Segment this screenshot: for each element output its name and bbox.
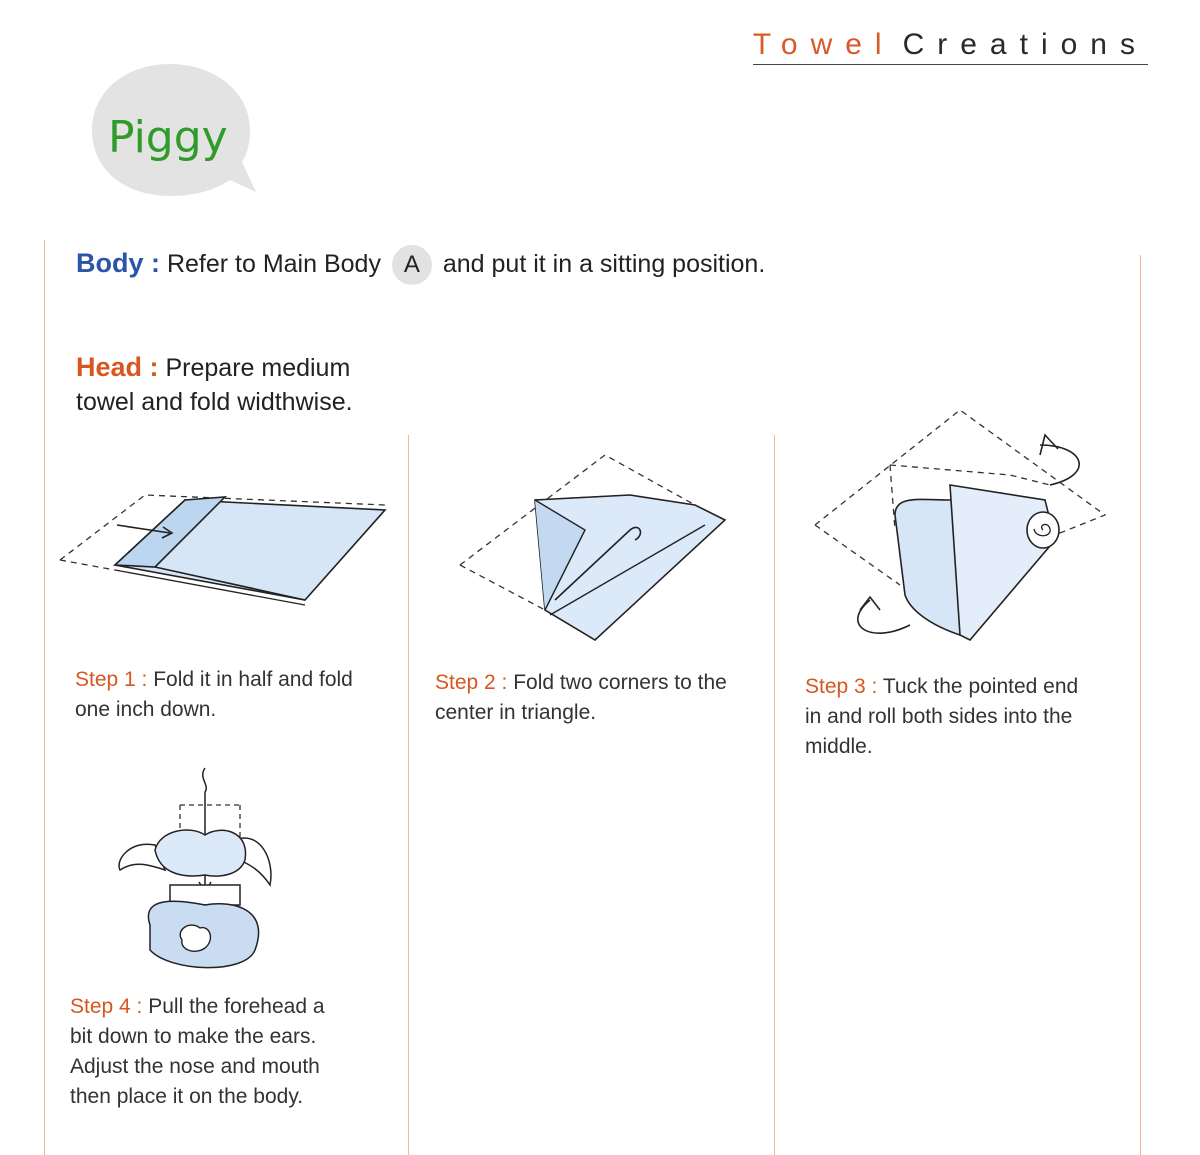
step-1-line-1: Fold it in half and fold <box>153 668 353 691</box>
step-3-line-1: Tuck the pointed end <box>882 675 1079 698</box>
page-title: Piggy <box>108 112 228 163</box>
book-header <box>753 28 1148 65</box>
step1-towel-illustration <box>55 475 395 620</box>
title-bubble <box>90 62 250 198</box>
step-2-label: Step 2 : <box>435 671 508 694</box>
step-4-line-4: then place it on the body. <box>70 1085 304 1108</box>
step-1-label: Step 1 : <box>75 668 148 691</box>
step-4-line-3: Adjust the nose and mouth <box>70 1055 320 1078</box>
step-3 <box>805 672 1135 762</box>
head-line2: towel and fold widthwise. <box>76 388 353 416</box>
head-instruction <box>76 350 353 419</box>
step4-piggy-illustration <box>110 760 280 975</box>
head-label: Head : <box>76 352 159 382</box>
step-2-line-1: Fold two corners to the <box>513 671 727 694</box>
step-3-label: Step 3 : <box>805 675 878 698</box>
header-word-towel: Towel <box>752 28 895 61</box>
step-3-line-3: middle. <box>805 735 873 758</box>
divider-left <box>44 240 45 1155</box>
step-4 <box>70 992 400 1112</box>
step-3-line-2: in and roll both sides into the <box>805 705 1073 728</box>
body-circle-letter: A <box>392 245 432 285</box>
step-2 <box>435 668 765 728</box>
header-word-creations: Creations <box>902 28 1148 61</box>
divider-col2 <box>774 435 775 1155</box>
step2-towel-illustration <box>455 450 745 650</box>
step-4-line-2: bit down to make the ears. <box>70 1025 317 1048</box>
step-4-line-1: Pull the forehead a <box>148 995 325 1018</box>
step-1 <box>75 665 395 725</box>
body-label: Body : <box>76 248 160 278</box>
divider-right <box>1140 255 1141 1155</box>
head-line1: Prepare medium <box>165 354 351 382</box>
body-instruction <box>76 245 765 285</box>
step3-towel-illustration <box>810 405 1110 660</box>
body-text-after: and put it in a sitting position. <box>442 250 766 278</box>
divider-col1 <box>408 435 409 1155</box>
step-4-label: Step 4 : <box>70 995 143 1018</box>
body-text-before: Refer to Main Body <box>166 250 381 278</box>
step-2-line-2: center in triangle. <box>435 701 597 724</box>
step-1-line-2: one inch down. <box>75 698 217 721</box>
